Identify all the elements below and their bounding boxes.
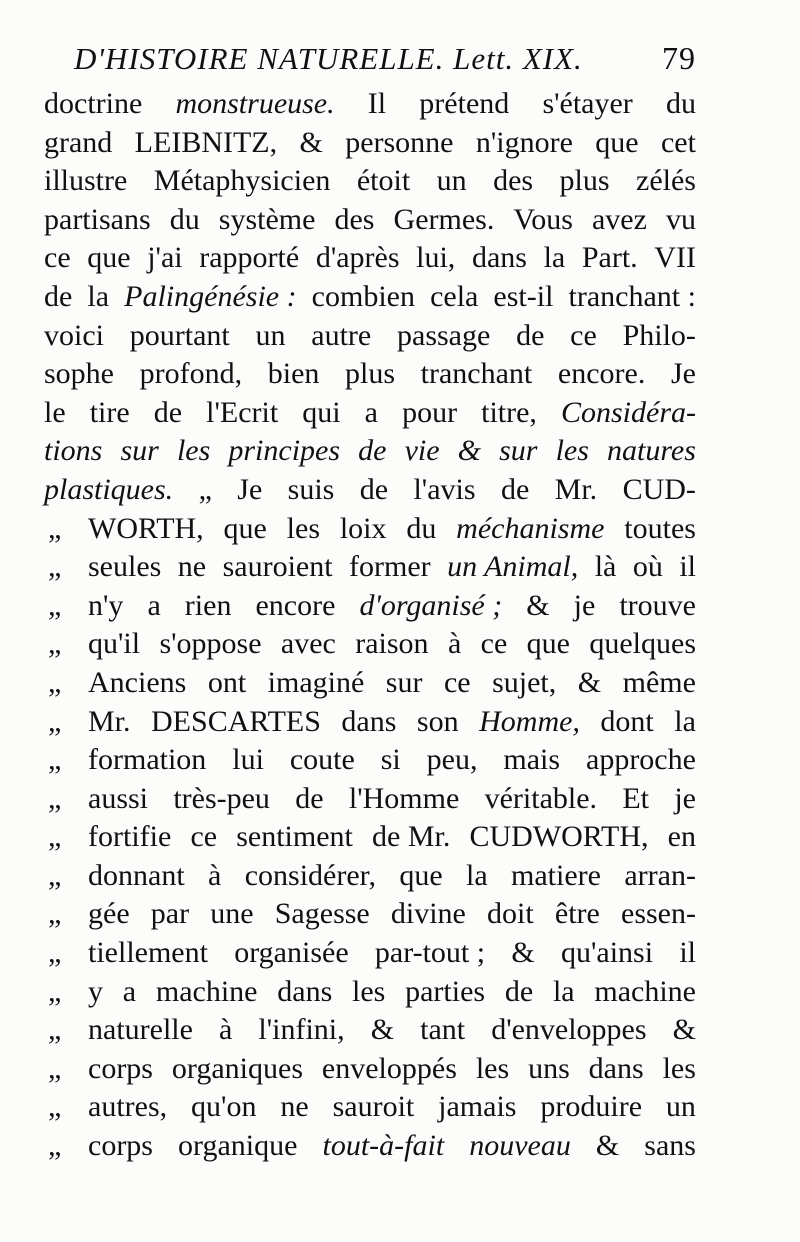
word: l'Homme	[348, 781, 460, 815]
text-line	[44, 278, 696, 317]
word: sans	[644, 1129, 696, 1163]
word: LEIBNITZ,	[134, 125, 278, 159]
line-text	[44, 394, 696, 433]
word: à	[447, 627, 462, 661]
word: de	[295, 781, 324, 815]
word: considérer,	[244, 858, 376, 892]
word: tranchant	[420, 357, 533, 391]
word: s'étayer	[542, 87, 633, 120]
text-line	[44, 780, 696, 819]
word: cet	[660, 125, 696, 159]
word: un	[665, 1090, 696, 1124]
word: loix	[339, 511, 387, 545]
word: ce	[480, 627, 508, 661]
word: pour	[402, 395, 458, 429]
word: a	[122, 974, 137, 1008]
text-line	[44, 703, 696, 742]
word: voici	[44, 318, 104, 352]
word: formation	[88, 743, 207, 777]
word: de Mr.	[372, 820, 451, 854]
word: &	[577, 665, 602, 699]
word: uns	[528, 1051, 570, 1085]
word: il	[679, 936, 696, 970]
word: il	[679, 550, 696, 584]
line-text	[88, 934, 696, 973]
word: à	[219, 1013, 233, 1047]
word: dans	[471, 241, 527, 275]
word: pourtant	[129, 318, 230, 352]
line-text	[88, 510, 696, 549]
line-text	[88, 895, 696, 934]
word: tire	[89, 395, 130, 429]
line-text	[44, 85, 696, 124]
word: sur	[120, 434, 159, 468]
word: dont	[600, 704, 654, 738]
word: seules	[88, 550, 162, 584]
word: coute	[289, 743, 355, 777]
word: encore	[255, 588, 336, 622]
word: naturelle	[88, 1013, 193, 1047]
word: divine	[390, 897, 466, 931]
word: sauroit	[332, 1090, 415, 1124]
line-text	[44, 471, 696, 510]
word: l'avis	[413, 472, 476, 506]
line-text	[88, 587, 696, 626]
quote-mark: „	[48, 588, 62, 622]
word: n'ignore	[475, 125, 573, 159]
word: vu	[665, 202, 696, 236]
word: que	[595, 125, 639, 159]
word: arran-	[624, 858, 696, 892]
word: la	[674, 704, 696, 738]
text-line	[44, 973, 696, 1012]
word: &	[299, 125, 323, 159]
line-text	[88, 703, 696, 742]
word: si	[380, 743, 401, 777]
word: former	[349, 550, 431, 584]
word: partisans	[44, 202, 151, 236]
word: cela	[430, 279, 479, 313]
line-text	[88, 973, 696, 1012]
word: n'y	[88, 588, 124, 622]
word: la	[552, 974, 575, 1008]
word: rapporté	[199, 241, 300, 275]
word: que	[223, 511, 267, 545]
word: Anciens	[88, 665, 187, 699]
line-text	[44, 432, 696, 471]
word: le	[44, 395, 66, 429]
text-line	[44, 1050, 696, 1089]
quote-mark: „	[48, 1013, 62, 1047]
line-text	[44, 239, 696, 278]
word: être	[554, 897, 600, 931]
quote-mark: „	[48, 511, 62, 545]
word: véritable.	[484, 781, 598, 815]
word: rien	[184, 588, 232, 622]
word: tranchant :	[568, 279, 696, 313]
word: vie	[404, 434, 440, 468]
word: Philo-	[622, 318, 696, 352]
word: lui	[232, 743, 264, 777]
word: que	[87, 241, 131, 275]
word: monstrueuse.	[175, 87, 335, 120]
line-text	[88, 741, 696, 780]
word: la	[87, 279, 110, 313]
word: des	[334, 202, 375, 236]
word: même	[622, 665, 696, 699]
word: ce	[44, 241, 71, 275]
word: un	[255, 318, 286, 352]
text-line	[44, 510, 696, 549]
word: la	[543, 241, 566, 275]
word: les	[662, 1051, 696, 1085]
word: parties	[405, 974, 486, 1008]
word: Mr.	[554, 472, 598, 506]
word: natures	[607, 434, 696, 468]
text-line	[44, 432, 696, 471]
word: Part.	[581, 241, 638, 275]
word: qu'il	[88, 627, 141, 661]
word: de	[153, 395, 183, 429]
word: Palingénésie :	[124, 279, 297, 313]
quote-mark: „	[48, 1051, 62, 1085]
word: gée	[88, 897, 130, 931]
word: les	[555, 434, 589, 468]
word: plus	[345, 357, 396, 391]
text-line	[44, 895, 696, 934]
line-text	[44, 201, 696, 240]
word: grand	[44, 125, 113, 159]
text-line	[44, 355, 696, 394]
text-line	[44, 857, 696, 896]
word: DESCARTES	[151, 704, 321, 738]
word: là	[594, 550, 617, 584]
word: d'enveloppes	[491, 1013, 647, 1047]
line-text	[88, 780, 696, 819]
text-line	[44, 741, 696, 780]
word: Je	[670, 357, 696, 391]
word: nouveau	[469, 1129, 571, 1163]
word: par-tout ;	[374, 936, 486, 970]
text-line	[44, 201, 696, 240]
word: Mr.	[88, 704, 131, 738]
word: mais	[503, 743, 561, 777]
page-number: 79	[662, 40, 696, 76]
line-text	[44, 355, 696, 394]
word: Homme,	[479, 704, 580, 738]
text-line	[44, 124, 696, 163]
word: Métaphysicien	[153, 164, 331, 198]
word: sujet,	[492, 665, 557, 699]
word: dans	[341, 704, 397, 738]
word: est-il	[493, 279, 554, 313]
word: étoit	[356, 164, 411, 198]
word: sentiment	[236, 820, 353, 854]
word: jamais	[438, 1090, 517, 1124]
quote-mark: „	[48, 936, 62, 970]
page-text	[44, 85, 696, 1166]
text-line	[44, 818, 696, 857]
word: plastiques.	[44, 472, 174, 506]
word: tions	[44, 434, 103, 468]
word: &	[526, 588, 550, 622]
quote-mark: „	[48, 704, 62, 738]
word: sophe	[44, 357, 114, 391]
word: s'oppose	[159, 627, 262, 661]
word: à	[208, 858, 222, 892]
quote-mark: „	[48, 781, 62, 815]
quote-mark: „	[48, 550, 62, 584]
word: „	[198, 472, 212, 506]
word: une	[210, 897, 254, 931]
word: &	[672, 1013, 696, 1047]
text-line	[44, 162, 696, 201]
word: un	[436, 164, 467, 198]
word: par	[150, 897, 190, 931]
text-line	[44, 1011, 696, 1050]
text-line	[44, 317, 696, 356]
word: machine	[594, 974, 696, 1008]
word: du	[406, 511, 437, 545]
word: de	[44, 279, 73, 313]
word: Sagesse	[274, 897, 370, 931]
word: très-peu	[173, 781, 270, 815]
word: dans	[277, 974, 333, 1008]
line-text	[88, 1127, 696, 1166]
word: Il	[367, 87, 387, 120]
text-line	[44, 664, 696, 703]
word: que	[399, 858, 443, 892]
word: d'organisé ;	[359, 588, 503, 622]
word: enveloppés	[321, 1051, 457, 1085]
line-text	[88, 548, 696, 587]
quote-mark: „	[48, 897, 62, 931]
text-line	[44, 1088, 696, 1127]
word: profond,	[139, 357, 243, 391]
word: qui	[302, 395, 341, 429]
word: &	[595, 1129, 620, 1163]
word: aussi	[88, 781, 148, 815]
word: du	[665, 87, 696, 120]
word: corps	[88, 1051, 153, 1085]
word: combien	[311, 279, 415, 313]
word: d'après	[315, 241, 400, 275]
word: Germes.	[393, 202, 495, 236]
word: l'Ecrit	[206, 395, 279, 429]
word: CUDWORTH,	[469, 820, 649, 854]
word: quelques	[589, 627, 696, 661]
word: sauroient	[222, 550, 333, 584]
word: tout-à-fait	[322, 1129, 445, 1163]
word: organiques	[171, 1051, 303, 1085]
word: méchanisme	[456, 511, 605, 545]
word: je	[573, 588, 596, 622]
word: &	[511, 936, 535, 970]
word: suis	[287, 472, 335, 506]
word: toutes	[624, 511, 696, 545]
word: où	[632, 550, 663, 584]
word: des	[493, 164, 534, 198]
quote-mark: „	[48, 1090, 62, 1124]
word: sur	[385, 665, 423, 699]
word: a	[364, 395, 378, 429]
word: ont	[207, 665, 247, 699]
word: les	[286, 511, 320, 545]
word: Considéra-	[561, 395, 696, 429]
word: raison	[355, 627, 429, 661]
word: prétend	[419, 87, 510, 120]
word: du	[169, 202, 200, 236]
line-text	[88, 1011, 696, 1050]
word: fortifie	[88, 820, 172, 854]
word: autre	[311, 318, 372, 352]
word: Je	[237, 472, 263, 506]
word: de	[500, 472, 530, 506]
word: je	[674, 781, 696, 815]
word: j'ai	[147, 241, 183, 275]
line-text	[88, 664, 696, 703]
word: matiere	[511, 858, 601, 892]
text-line	[44, 1127, 696, 1166]
line-text	[88, 818, 696, 857]
word: organisée	[234, 936, 349, 970]
word: ce	[190, 820, 218, 854]
word: &	[457, 434, 481, 468]
text-line	[44, 548, 696, 587]
word: machine	[155, 974, 258, 1008]
word: la	[466, 858, 488, 892]
text-line	[44, 394, 696, 433]
line-text	[88, 1088, 696, 1127]
word: titre,	[481, 395, 537, 429]
word: donnant	[88, 858, 185, 892]
word: avez	[591, 202, 647, 236]
line-text	[44, 317, 696, 356]
word: Vous	[513, 202, 573, 236]
running-title: D'HISTOIRE NATURELLE. Lett. XIX.	[74, 41, 583, 76]
word: doit	[487, 897, 534, 931]
word: CUD-	[622, 472, 696, 506]
quote-mark: „	[48, 743, 62, 777]
word: qu'ainsi	[560, 936, 654, 970]
word: de	[504, 974, 534, 1008]
word: tiellement	[88, 936, 208, 970]
word: de	[516, 318, 545, 352]
running-head	[74, 40, 696, 77]
quote-mark: „	[48, 974, 62, 1008]
line-text	[88, 857, 696, 896]
word: en	[667, 820, 696, 854]
word: produire	[540, 1090, 643, 1124]
word: dans	[588, 1051, 644, 1085]
line-text	[44, 278, 696, 317]
line-text	[88, 625, 696, 664]
word: son	[416, 704, 459, 738]
word: trouve	[619, 588, 696, 622]
word: organique	[178, 1129, 298, 1163]
quote-mark: „	[48, 820, 62, 854]
word: ne	[177, 550, 207, 584]
word: passage	[397, 318, 491, 352]
word: tant	[420, 1013, 466, 1047]
word: sur	[499, 434, 538, 468]
line-text	[44, 162, 696, 201]
word: qu'on	[191, 1090, 257, 1124]
word: principes	[228, 434, 341, 468]
word: a	[147, 588, 161, 622]
word: plus	[559, 164, 610, 198]
word: WORTH,	[88, 511, 204, 545]
quote-mark: „	[48, 1129, 62, 1163]
word: l'infini,	[258, 1013, 345, 1047]
word: encore.	[557, 357, 646, 391]
line-text	[44, 124, 696, 163]
word: ce	[570, 318, 597, 352]
text-line	[44, 625, 696, 664]
word: système	[218, 202, 316, 236]
word: imaginé	[267, 665, 365, 699]
word: les	[176, 434, 211, 468]
word: essen-	[621, 897, 696, 931]
word: y	[88, 974, 103, 1008]
word: les	[352, 974, 386, 1008]
word: bien	[267, 357, 320, 391]
word: de	[358, 434, 387, 468]
word: zélés	[636, 164, 696, 198]
text-line	[44, 934, 696, 973]
word: &	[370, 1013, 395, 1047]
quote-mark: „	[48, 858, 62, 892]
word: personne	[345, 125, 454, 159]
text-line	[44, 471, 696, 510]
word: approche	[586, 743, 696, 777]
word: ce	[443, 665, 471, 699]
word: Et	[622, 781, 650, 815]
word: avec	[280, 627, 336, 661]
text-line	[44, 239, 696, 278]
quote-mark: „	[48, 627, 62, 661]
text-line	[44, 85, 696, 124]
word: doctrine	[44, 87, 143, 120]
word: autres,	[88, 1090, 168, 1124]
word: lui,	[416, 241, 456, 275]
quote-mark: „	[48, 665, 62, 699]
text-line	[44, 587, 696, 626]
word: ne	[280, 1090, 309, 1124]
word: corps	[88, 1129, 153, 1163]
word: de	[359, 472, 389, 506]
word: que	[526, 627, 570, 661]
word: VII	[654, 241, 696, 275]
word: un Animal,	[447, 550, 579, 584]
line-text	[88, 1050, 696, 1089]
word: peu,	[426, 743, 478, 777]
word: illustre	[44, 164, 128, 198]
word: les	[475, 1051, 510, 1085]
